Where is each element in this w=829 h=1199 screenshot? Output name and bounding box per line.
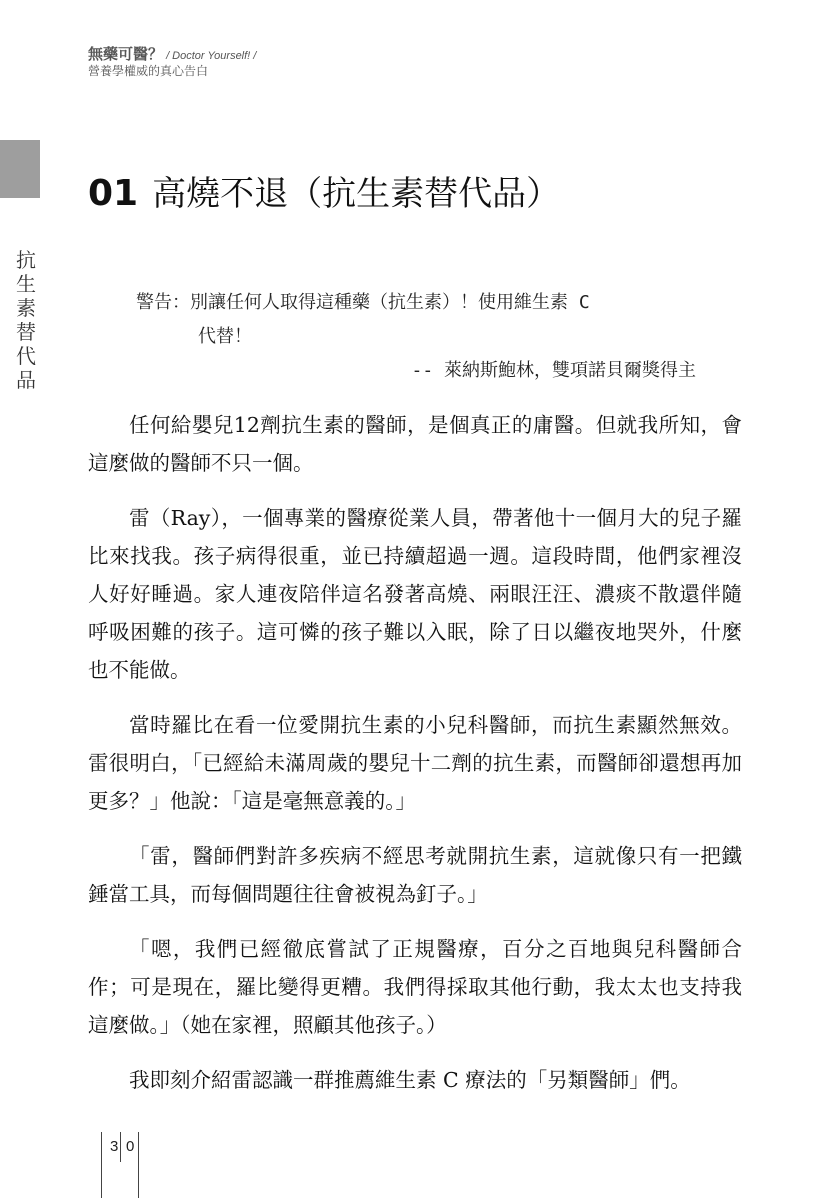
epigraph xyxy=(136,286,716,388)
page-number-digit-1: 3 xyxy=(110,1138,119,1155)
chapter-number: 01 xyxy=(88,173,139,214)
epigraph-attribution: -- 萊納斯鮑林，雙項諾貝爾獎得主 xyxy=(411,360,696,381)
book-title: 無藥可醫？ xyxy=(88,45,164,63)
paragraph: 「雷，醫師們對許多疾病不經思考就開抗生素，這就像只有一把鐵錘當工具，而每個問題往往會被視為釘子。」 xyxy=(88,844,742,906)
book-title-english: / Doctor Yourself! / xyxy=(163,50,257,62)
epigraph-line-1: 警告：別讓任何人取得這種藥（抗生素）！使用維生素 C xyxy=(136,292,590,313)
paragraph: 「嗯，我們已經徹底嘗試了正規醫療，百分之百地與兒科醫師合作；可是現在，羅比變得更糟。我們得採取其他行動，我太太也支持我這麼做。」（她在家裡，照顧其他孩子。） xyxy=(88,937,742,1037)
paragraph: 我即刻介紹雷認識一群推薦維生素 C 療法的「另類醫師」們。 xyxy=(129,1068,691,1092)
side-chapter-label: 抗生素替代品 xyxy=(16,248,36,392)
chapter-heading xyxy=(88,166,560,215)
paragraph: 任何給嬰兒12劑抗生素的醫師，是個真正的庸醫。但就我所知，會這麼做的醫師不只一個。 xyxy=(88,413,742,475)
page-number-digit-2: 0 xyxy=(126,1138,135,1155)
book-subtitle: 營養學權威的真心告白 xyxy=(88,64,209,78)
running-header xyxy=(88,44,256,79)
paragraph: 雷（Ray），一個專業的醫療從業人員，帶著他十一個月大的兒子羅比來找我。孩子病得很重，並已持續超過一週。這段時間，他們家裡沒人好好睡過。家人連夜陪伴這名發著高燒、兩眼汪汪、濃痰不散還伴隨呼吸困難的孩子。這可憐的孩子難以入眠，除了日以繼夜地哭外，什麼也不能做。 xyxy=(88,506,742,682)
body-text xyxy=(88,406,742,1116)
epigraph-line-2: 代替！ xyxy=(198,326,252,347)
page-number xyxy=(101,1132,139,1198)
chapter-title: 高燒不退（抗生素替代品） xyxy=(152,174,561,214)
page-number-divider xyxy=(120,1132,121,1162)
chapter-thumb-tab xyxy=(0,140,40,198)
paragraph: 當時羅比在看一位愛開抗生素的小兒科醫師，而抗生素顯然無效。雷很明白，「已經給未滿周歲的嬰兒十二劑的抗生素，而醫師卻還想再加更多？」他說：「這是毫無意義的。」 xyxy=(88,713,742,813)
